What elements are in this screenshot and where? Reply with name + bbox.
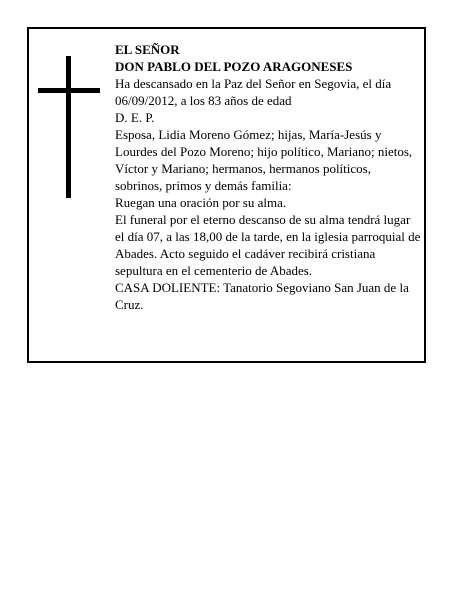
cross-horizontal-bar: [38, 88, 100, 93]
prayer-request: Ruegan una oración por su alma.: [115, 195, 287, 210]
family-list: Esposa, Lidia Moreno Gómez; hijas, María-Jesús y Lourdes del Pozo Moreno; hijo político, Mariano; nietos, Víctor y Mariano; hermanos, hermanos políticos, sobrinos, primos y demás familia:: [115, 127, 413, 193]
notice-heading: EL SEÑOR: [115, 42, 180, 57]
deceased-name: DON PABLO DEL POZO ARAGONESES: [115, 59, 353, 74]
cross-icon: [38, 56, 100, 198]
casa-doliente: CASA DOLIENTE: Tanatorio Segoviano San Juan de la Cruz.: [115, 280, 409, 312]
funeral-details: El funeral por el eterno descanso de su alma tendrá lugar el día 07, a las 18,00 de la tarde, en la iglesia parroquial de Abades. Acto seguido el cadáver recibirá cristiana sepultura en el cementerio de Abades.: [115, 212, 421, 278]
obituary-text: [115, 41, 421, 313]
cross-vertical-bar: [66, 56, 71, 198]
dep-line: D. E. P.: [115, 110, 155, 125]
obituary-notice: [27, 27, 426, 363]
death-info: Ha descansado en la Paz del Señor en Segovia, el día 06/09/2012, a los 83 años de edad: [115, 76, 392, 108]
